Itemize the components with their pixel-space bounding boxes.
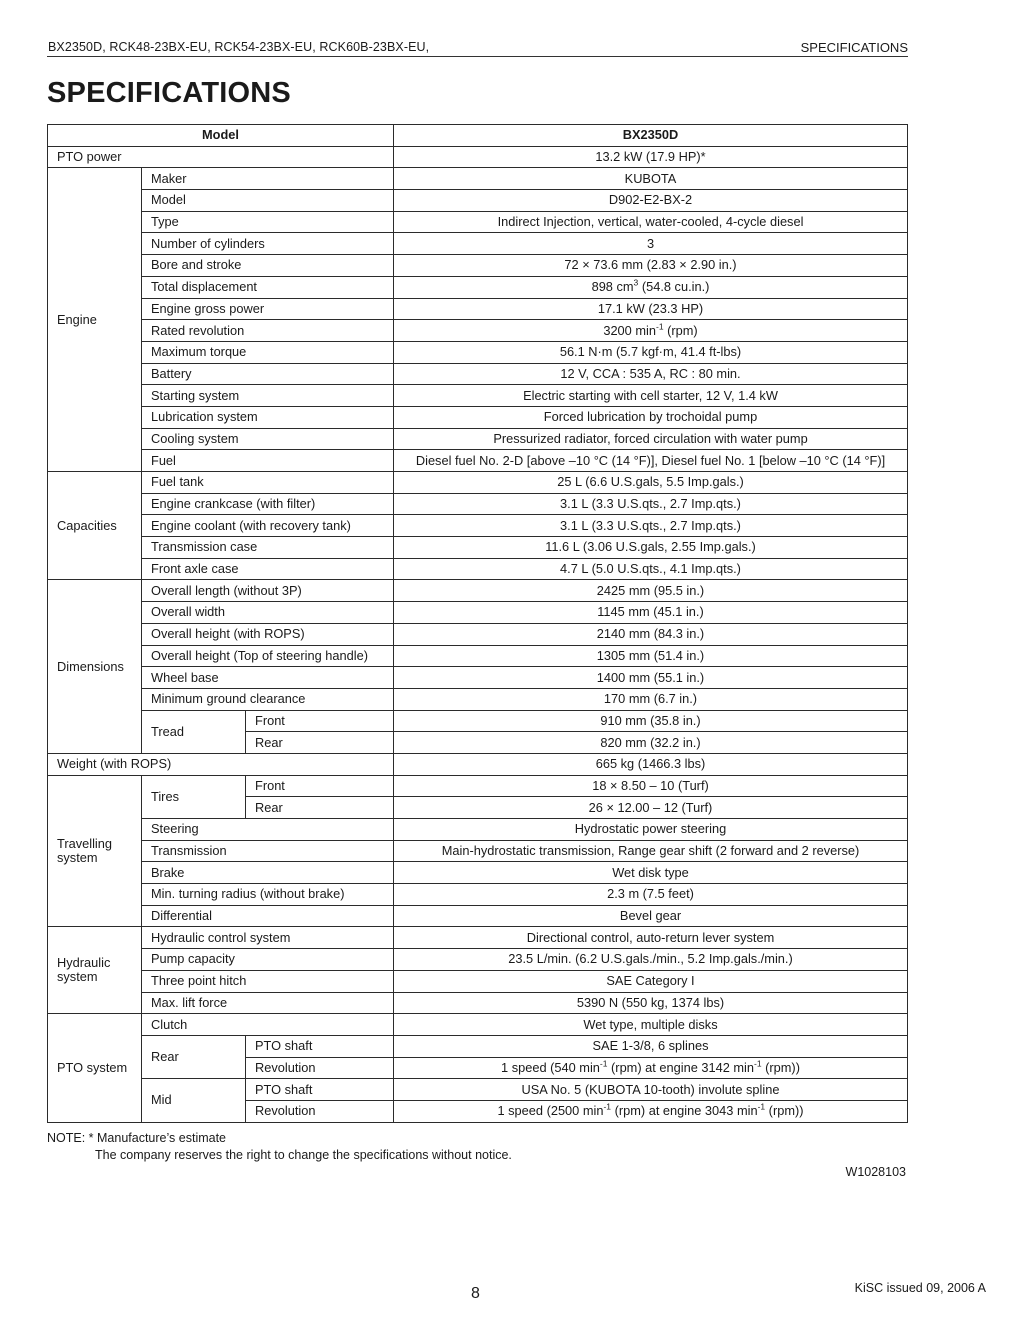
table-row bbox=[48, 949, 908, 971]
row-label: Differential bbox=[142, 905, 394, 927]
weight-label: Weight (with ROPS) bbox=[48, 753, 394, 775]
row-label: Brake bbox=[142, 862, 394, 884]
row-value: Main-hydrostatic transmission, Range gear shift (2 forward and 2 reverse) bbox=[394, 840, 908, 862]
value-text: 1 speed (540 min bbox=[501, 1059, 600, 1075]
row-value: 3 bbox=[394, 233, 908, 255]
group-pto-system: PTO system bbox=[48, 1014, 142, 1122]
table-row bbox=[48, 255, 908, 277]
pto-mid-revolution-label: Revolution bbox=[246, 1100, 394, 1122]
pto-rear-label: Rear bbox=[142, 1035, 246, 1078]
row-value: D902-E2-BX-2 bbox=[394, 190, 908, 212]
header-model-value: BX2350D bbox=[394, 125, 908, 147]
row-value: 1145 mm (45.1 in.) bbox=[394, 602, 908, 624]
pto-mid-revolution-value bbox=[394, 1100, 908, 1122]
value-text: (54.8 cu.in.) bbox=[638, 279, 710, 295]
table-row bbox=[48, 537, 908, 559]
row-label: Steering bbox=[142, 819, 394, 841]
row-value: SAE Category I bbox=[394, 970, 908, 992]
value-superscript: -1 bbox=[599, 1058, 608, 1069]
table-row bbox=[48, 450, 908, 472]
note-disclaimer: The company reserves the right to change the specifications without notice. bbox=[95, 1148, 512, 1162]
clutch-label: Clutch bbox=[142, 1014, 394, 1036]
tread-front-label: Front bbox=[246, 710, 394, 732]
table-row bbox=[48, 211, 908, 233]
row-value: 4.7 L (5.0 U.S.qts., 4.1 Imp.qts.) bbox=[394, 558, 908, 580]
value-superscript: -1 bbox=[754, 1058, 762, 1069]
value-superscript: -1 bbox=[603, 1102, 612, 1113]
tires-label: Tires bbox=[142, 775, 246, 818]
value-text: (rpm) at engine 3142 min bbox=[607, 1059, 755, 1075]
row-label: Lubrication system bbox=[142, 406, 394, 428]
table-row bbox=[48, 580, 908, 602]
table-row bbox=[48, 992, 908, 1014]
row-value: 3.1 L (3.3 U.S.qts., 2.7 Imp.qts.) bbox=[394, 493, 908, 515]
tread-front-value: 910 mm (35.8 in.) bbox=[394, 710, 908, 732]
group-capacities: Capacities bbox=[48, 472, 142, 580]
table-row bbox=[48, 385, 908, 407]
group-engine: Engine bbox=[48, 168, 142, 472]
row-label: Wheel base bbox=[142, 667, 394, 689]
table-row bbox=[48, 645, 908, 667]
row-label: Cooling system bbox=[142, 428, 394, 450]
row-label: Number of cylinders bbox=[142, 233, 394, 255]
row-label: Hydraulic control system bbox=[142, 927, 394, 949]
row-label: Overall height (Top of steering handle) bbox=[142, 645, 394, 667]
value-superscript: 3 bbox=[633, 277, 639, 288]
row-label: Front axle case bbox=[142, 558, 394, 580]
table-row bbox=[48, 688, 908, 710]
table-row bbox=[48, 775, 908, 797]
row-value: Hydrostatic power steering bbox=[394, 819, 908, 841]
row-value: 170 mm (6.7 in.) bbox=[394, 688, 908, 710]
table-row bbox=[48, 276, 908, 298]
page-title: SPECIFICATIONS bbox=[47, 77, 291, 109]
row-label: Model bbox=[142, 190, 394, 212]
table-row bbox=[48, 710, 908, 732]
row-value: 1305 mm (51.4 in.) bbox=[394, 645, 908, 667]
table-row bbox=[48, 862, 908, 884]
row-label: Transmission case bbox=[142, 537, 394, 559]
row-value: Forced lubrication by trochoidal pump bbox=[394, 406, 908, 428]
value-text: 1 speed (2500 min bbox=[497, 1103, 604, 1119]
table-row bbox=[48, 623, 908, 645]
group-dimensions: Dimensions bbox=[48, 580, 142, 754]
tread-rear-label: Rear bbox=[246, 732, 394, 754]
row-value: 12 V, CCA : 535 A, RC : 80 min. bbox=[394, 363, 908, 385]
table-row bbox=[48, 884, 908, 906]
row-label: Starting system bbox=[142, 385, 394, 407]
row-value bbox=[394, 320, 908, 342]
row-value: Pressurized radiator, forced circulation with water pump bbox=[394, 428, 908, 450]
header-section: SPECIFICATIONS bbox=[800, 40, 908, 55]
row-label: Min. turning radius (without brake) bbox=[142, 884, 394, 906]
weight-value: 665 kg (1466.3 lbs) bbox=[394, 753, 908, 775]
header-divider bbox=[47, 56, 908, 57]
value-text: (rpm)) bbox=[765, 1103, 804, 1119]
row-value: 23.5 L/min. (6.2 U.S.gals./min., 5.2 Imp.gals./min.) bbox=[394, 949, 908, 971]
issue-info: KiSC issued 09, 2006 A bbox=[854, 1281, 986, 1295]
row-label: Transmission bbox=[142, 840, 394, 862]
specifications-table bbox=[47, 124, 908, 1123]
note-estimate: NOTE: * Manufacture’s estimate bbox=[47, 1131, 227, 1145]
row-label: Overall length (without 3P) bbox=[142, 580, 394, 602]
pto-rear-shaft-value: SAE 1-3/8, 6 splines bbox=[394, 1035, 908, 1057]
clutch-value: Wet type, multiple disks bbox=[394, 1014, 908, 1036]
row-value: 17.1 kW (23.3 HP) bbox=[394, 298, 908, 320]
table-row bbox=[48, 472, 908, 494]
row-value: 72 × 73.6 mm (2.83 × 2.90 in.) bbox=[394, 255, 908, 277]
row-value: Diesel fuel No. 2-D [above –10 °C (14 °F)], Diesel fuel No. 1 [below –10 °C (14 °F)] bbox=[394, 450, 908, 472]
table-row bbox=[48, 363, 908, 385]
row-label: Total displacement bbox=[142, 276, 394, 298]
pto-power-label: PTO power bbox=[48, 146, 394, 168]
value-text: 3200 min bbox=[603, 322, 656, 338]
pto-rear-revolution-value bbox=[394, 1057, 908, 1079]
pto-rear-revolution-label: Revolution bbox=[246, 1057, 394, 1079]
table-row bbox=[48, 558, 908, 580]
group-travelling-system: Travelling system bbox=[48, 775, 142, 927]
table-row bbox=[48, 168, 908, 190]
value-text: (rpm) at engine 3043 min bbox=[611, 1103, 758, 1119]
table-row bbox=[48, 406, 908, 428]
table-row bbox=[48, 493, 908, 515]
tires-front-label: Front bbox=[246, 775, 394, 797]
row-label: Minimum ground clearance bbox=[142, 688, 394, 710]
row-label: Rated revolution bbox=[142, 320, 394, 342]
row-label: Engine coolant (with recovery tank) bbox=[142, 515, 394, 537]
table-row bbox=[48, 233, 908, 255]
row-value: Wet disk type bbox=[394, 862, 908, 884]
header-model-label: Model bbox=[48, 125, 394, 147]
row-value: Directional control, auto-return lever system bbox=[394, 927, 908, 949]
tires-rear-value: 26 × 12.00 – 12 (Turf) bbox=[394, 797, 908, 819]
pto-power-value: 13.2 kW (17.9 HP)* bbox=[394, 146, 908, 168]
table-row bbox=[48, 667, 908, 689]
table-row bbox=[48, 341, 908, 363]
row-value: Indirect Injection, vertical, water-cooled, 4-cycle diesel bbox=[394, 211, 908, 233]
row-label: Fuel tank bbox=[142, 472, 394, 494]
table-row bbox=[48, 428, 908, 450]
row-label: Battery bbox=[142, 363, 394, 385]
row-value: Bevel gear bbox=[394, 905, 908, 927]
row-label: Fuel bbox=[142, 450, 394, 472]
row-label: Bore and stroke bbox=[142, 255, 394, 277]
group-hydraulic-system: Hydraulic system bbox=[48, 927, 142, 1014]
table-row bbox=[48, 515, 908, 537]
pto-rear-shaft-label: PTO shaft bbox=[246, 1035, 394, 1057]
pto-mid-shaft-label: PTO shaft bbox=[246, 1079, 394, 1101]
header-models: BX2350D, RCK48-23BX-EU, RCK54-23BX-EU, RCK60B-23BX-EU, bbox=[48, 40, 430, 54]
table-row bbox=[48, 602, 908, 624]
row-label: Overall height (with ROPS) bbox=[142, 623, 394, 645]
table-row bbox=[48, 190, 908, 212]
row-value: 2.3 m (7.5 feet) bbox=[394, 884, 908, 906]
table-row bbox=[48, 1035, 908, 1057]
row-value: 56.1 N·m (5.7 kgf·m, 41.4 ft-lbs) bbox=[394, 341, 908, 363]
row-value: KUBOTA bbox=[394, 168, 908, 190]
tread-rear-value: 820 mm (32.2 in.) bbox=[394, 732, 908, 754]
table-row bbox=[48, 927, 908, 949]
row-label: Engine crankcase (with filter) bbox=[142, 493, 394, 515]
pto-mid-label: Mid bbox=[142, 1079, 246, 1122]
page-number: 8 bbox=[471, 1285, 480, 1302]
row-label: Pump capacity bbox=[142, 949, 394, 971]
tires-rear-label: Rear bbox=[246, 797, 394, 819]
row-value: 11.6 L (3.06 U.S.gals, 2.55 Imp.gals.) bbox=[394, 537, 908, 559]
value-text: (rpm) bbox=[663, 322, 698, 338]
value-text: (rpm)) bbox=[761, 1059, 800, 1075]
table-row bbox=[48, 840, 908, 862]
row-label: Three point hitch bbox=[142, 970, 394, 992]
table-row bbox=[48, 753, 908, 775]
row-label: Max. lift force bbox=[142, 992, 394, 1014]
table-row bbox=[48, 320, 908, 342]
value-text: 898 cm bbox=[591, 279, 634, 295]
row-label: Maximum torque bbox=[142, 341, 394, 363]
table-header-row bbox=[48, 125, 908, 147]
row-value: 3.1 L (3.3 U.S.qts., 2.7 Imp.qts.) bbox=[394, 515, 908, 537]
table-row bbox=[48, 970, 908, 992]
row-value bbox=[394, 276, 908, 298]
value-superscript: -1 bbox=[757, 1102, 766, 1113]
tread-label: Tread bbox=[142, 710, 246, 753]
row-label: Type bbox=[142, 211, 394, 233]
row-label: Overall width bbox=[142, 602, 394, 624]
row-value: Electric starting with cell starter, 12 V, 1.4 kW bbox=[394, 385, 908, 407]
pto-mid-shaft-value: USA No. 5 (KUBOTA 10-tooth) involute spline bbox=[394, 1079, 908, 1101]
row-value: 1400 mm (55.1 in.) bbox=[394, 667, 908, 689]
tires-front-value: 18 × 8.50 – 10 (Turf) bbox=[394, 775, 908, 797]
row-label: Maker bbox=[142, 168, 394, 190]
table-row bbox=[48, 146, 908, 168]
document-id: W1028103 bbox=[845, 1165, 906, 1179]
row-value: 2425 mm (95.5 in.) bbox=[394, 580, 908, 602]
row-value: 25 L (6.6 U.S.gals, 5.5 Imp.gals.) bbox=[394, 472, 908, 494]
table-row bbox=[48, 298, 908, 320]
row-value: 5390 N (550 kg, 1374 lbs) bbox=[394, 992, 908, 1014]
row-label: Engine gross power bbox=[142, 298, 394, 320]
table-row bbox=[48, 819, 908, 841]
table-row bbox=[48, 1079, 908, 1101]
table-row bbox=[48, 1014, 908, 1036]
row-value: 2140 mm (84.3 in.) bbox=[394, 623, 908, 645]
table-row bbox=[48, 905, 908, 927]
value-superscript: -1 bbox=[655, 321, 664, 332]
